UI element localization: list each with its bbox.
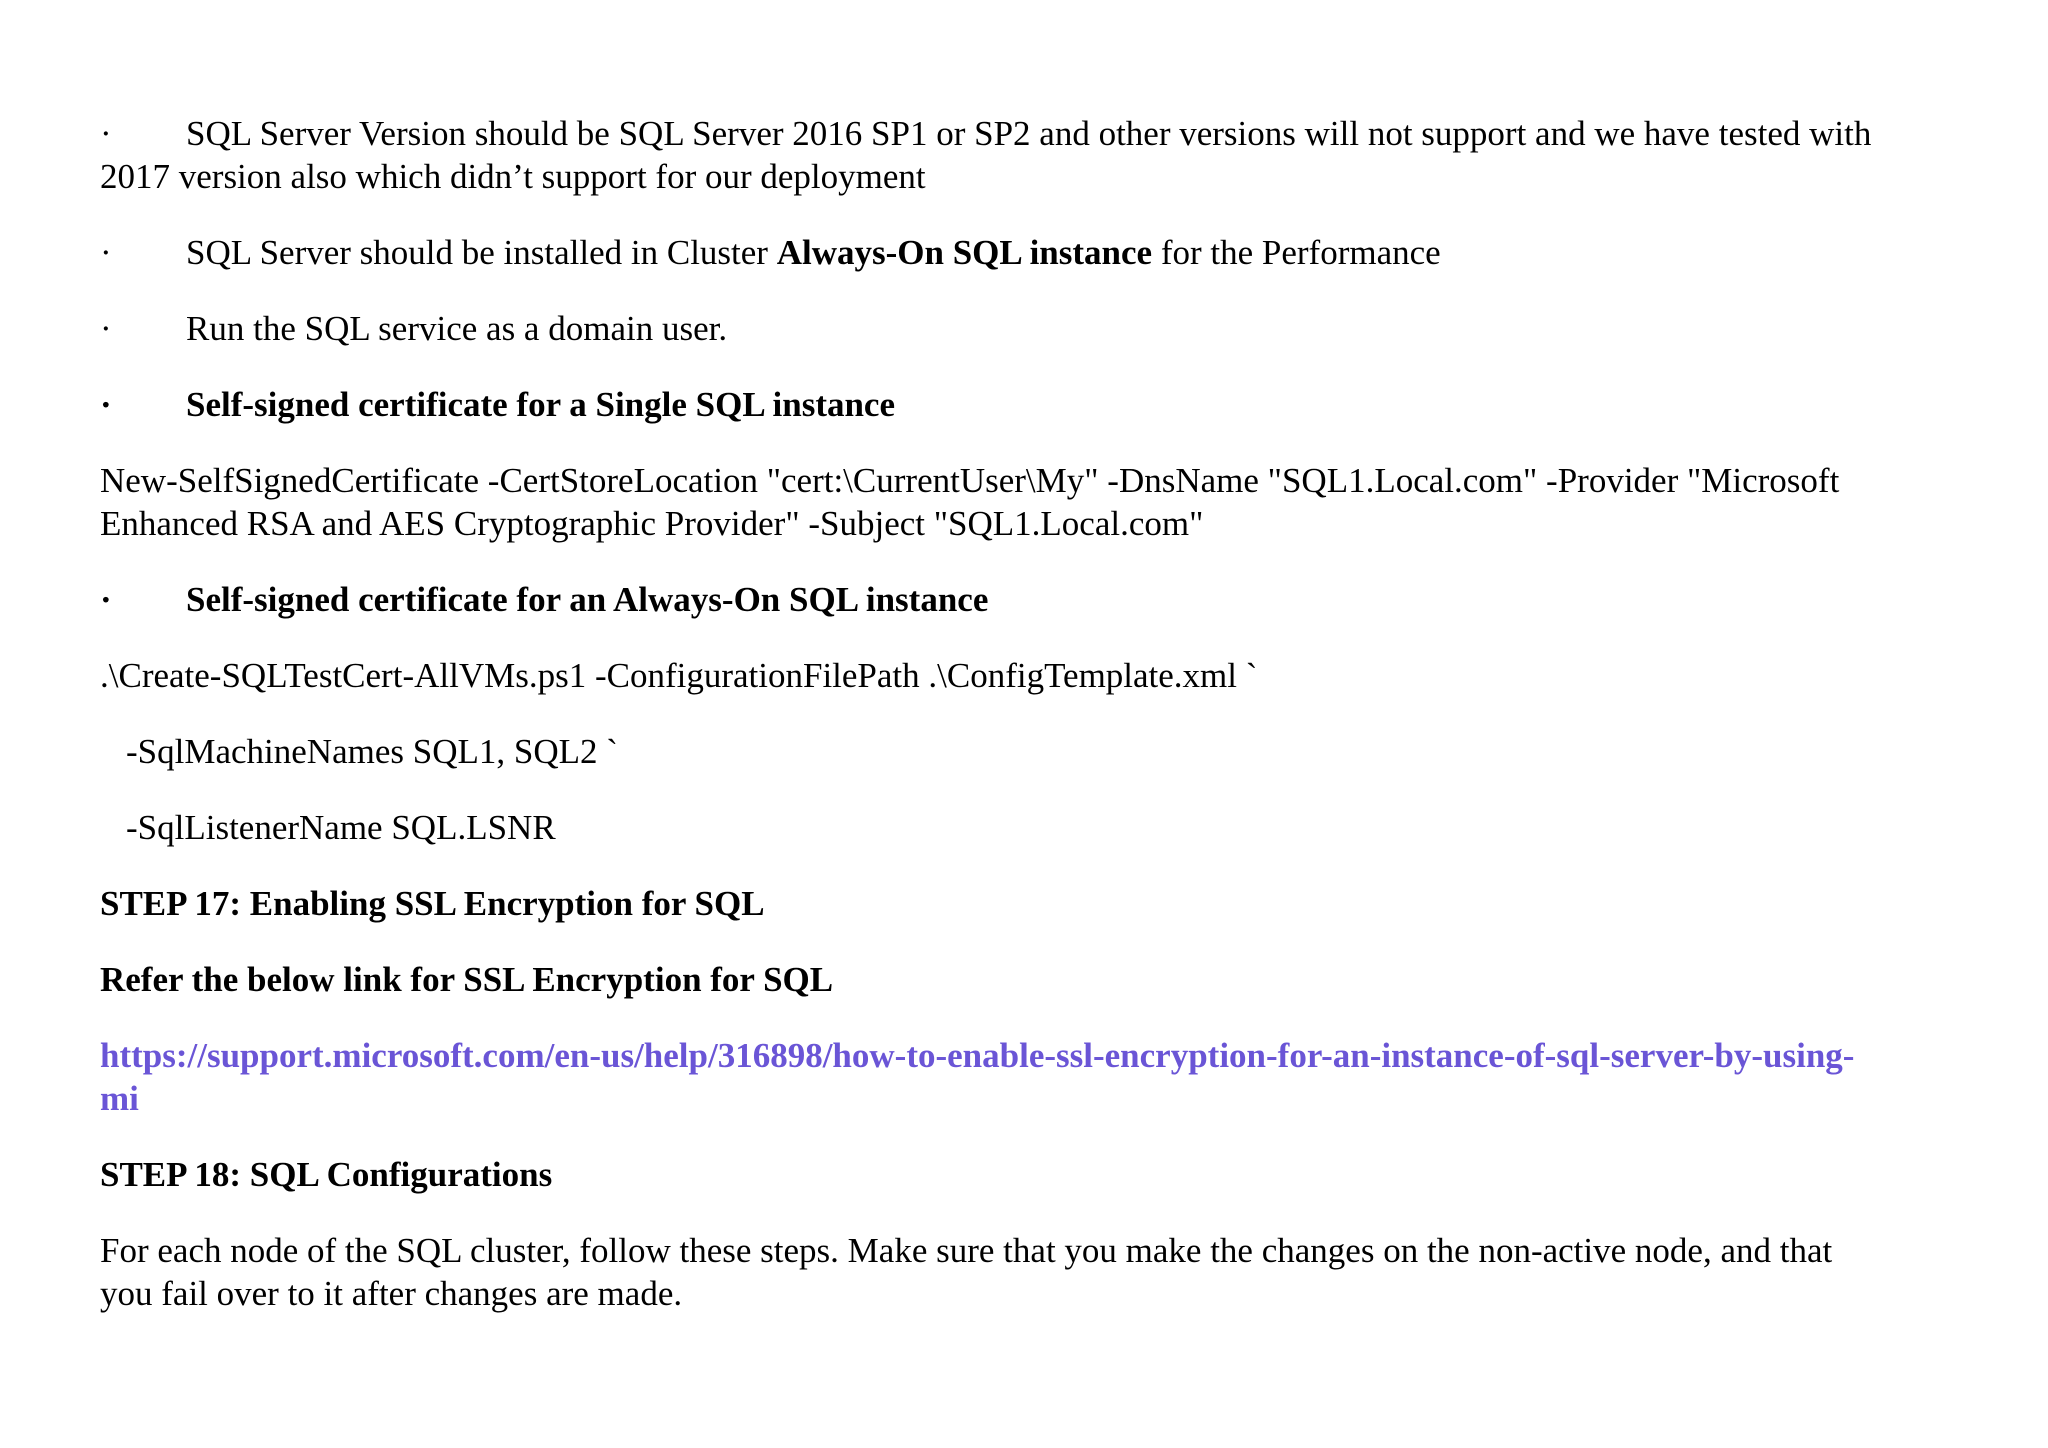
step-18-heading: STEP 18: SQL Configurations bbox=[100, 1155, 553, 1194]
command-alwayson-line3: -SqlListenerName SQL.LSNR bbox=[126, 808, 556, 847]
bullet-text-prefix: SQL Server should be installed in Cluster bbox=[186, 233, 777, 272]
command-alwayson-line2: -SqlMachineNames SQL1, SQL2 ` bbox=[126, 732, 618, 771]
ssl-link-line[interactable]: mi bbox=[100, 1079, 139, 1118]
step-17-heading: STEP 17: Enabling SSL Encryption for SQL bbox=[100, 884, 765, 923]
body-line: For each node of the SQL cluster, follow these steps. Make sure that you make the changes on the non-active node, and that bbox=[100, 1231, 1833, 1270]
step-17-refer-text: Refer the below link for SSL Encryption for SQL bbox=[100, 960, 834, 999]
bullet-text-suffix: for the Performance bbox=[1152, 233, 1441, 272]
ssl-link-line[interactable]: https://support.microsoft.com/en-us/help/316898/how-to-enable-ssl-encryption-for-an-instance-of-sql-server-by-using- bbox=[100, 1036, 1855, 1075]
bullet-glyph: · bbox=[100, 385, 112, 424]
bullet-glyph: · bbox=[100, 233, 112, 272]
bullet-text: Run the SQL service as a domain user. bbox=[186, 309, 728, 348]
bullet-text bbox=[186, 231, 1441, 274]
bullet-glyph: · bbox=[100, 114, 112, 153]
command-alwayson-line1: .\Create-SQLTestCert-AllVMs.ps1 -ConfigurationFilePath .\ConfigTemplate.xml ` bbox=[100, 656, 1258, 695]
ssl-encryption-link[interactable] bbox=[100, 1034, 1980, 1120]
bullet-text-bold: Always-On SQL instance bbox=[776, 233, 1153, 272]
bullet-glyph: · bbox=[100, 580, 112, 619]
bullet-item-sql-version-continuation: 2017 version also which didn’t support for our deployment bbox=[100, 157, 926, 196]
bullet-text: Self-signed certificate for an Always-On SQL instance bbox=[186, 580, 989, 619]
command-line: Enhanced RSA and AES Cryptographic Provider" -Subject "SQL1.Local.com" bbox=[100, 504, 1204, 543]
body-line: you fail over to it after changes are made. bbox=[100, 1274, 683, 1313]
bullet-text: Self-signed certificate for a Single SQL instance bbox=[186, 385, 896, 424]
step-18-body bbox=[100, 1229, 1980, 1315]
command-line: New-SelfSignedCertificate -CertStoreLocation "cert:\CurrentUser\My" -DnsName "SQL1.Local.com" -Provider "Microsoft bbox=[100, 461, 1840, 500]
bullet-text: SQL Server Version should be SQL Server 2016 SP1 or SP2 and other versions will not support and we have tested with bbox=[186, 114, 1872, 153]
bullet-glyph: · bbox=[100, 309, 112, 348]
command-single-cert bbox=[100, 459, 1980, 545]
